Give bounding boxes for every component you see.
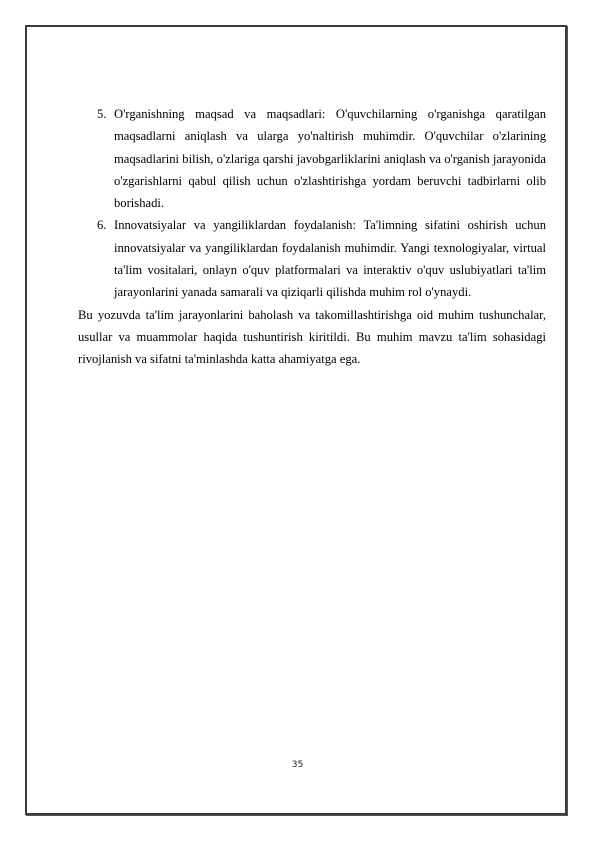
list-item (78, 214, 546, 303)
list-item (78, 103, 546, 214)
numbered-list (78, 103, 546, 304)
list-item-number: 6. (97, 218, 107, 233)
list-item-text: Innovatsiyalar va yangiliklardan foydalanish: Ta'limning sifatini oshirish uchun innovatsiyalar va yangiliklardan foydalanish muhimdir. Yangi texnologiyalar, virtual ta'lim vositalari, onlayn o'quv platformalari va interaktiv o'quv uslubiyatlari ta'lim jarayonlarini yanada samarali va qiziqarli qilishda muhim rol o'ynaydi. (114, 218, 546, 300)
list-item-number: 5. (97, 107, 107, 121)
list-item-text: O'rganishning maqsad va maqsadlari: O'quvchilarning o'rganishga qaratilgan maqsadlarni aniqlash va ularga yo'naltirish muhimdir. O'quvchilar o'zlarining maqsadlarini bilish, o'zlariga qarshi javobgarliklarini aniqlash va o'rganish jarayonida o'zgarishlarni qabul qilish uchun o'zlashtirishga yordam beruvchi tadbirlarni olib borishadi. (114, 107, 546, 211)
page-content (78, 103, 546, 371)
conclusion-paragraph: Bu yozuvda ta'lim jarayonlarini baholash va takomillashtirishga oid muhim tushunchalar, usullar va muammolar haqida tushuntirish kiritildi. Bu muhim mavzu ta'lim sohasidagi rivojlanish va sifatni ta'minlashda katta ahamiyatga ega. (78, 307, 546, 367)
page-number: 35 (291, 760, 304, 770)
